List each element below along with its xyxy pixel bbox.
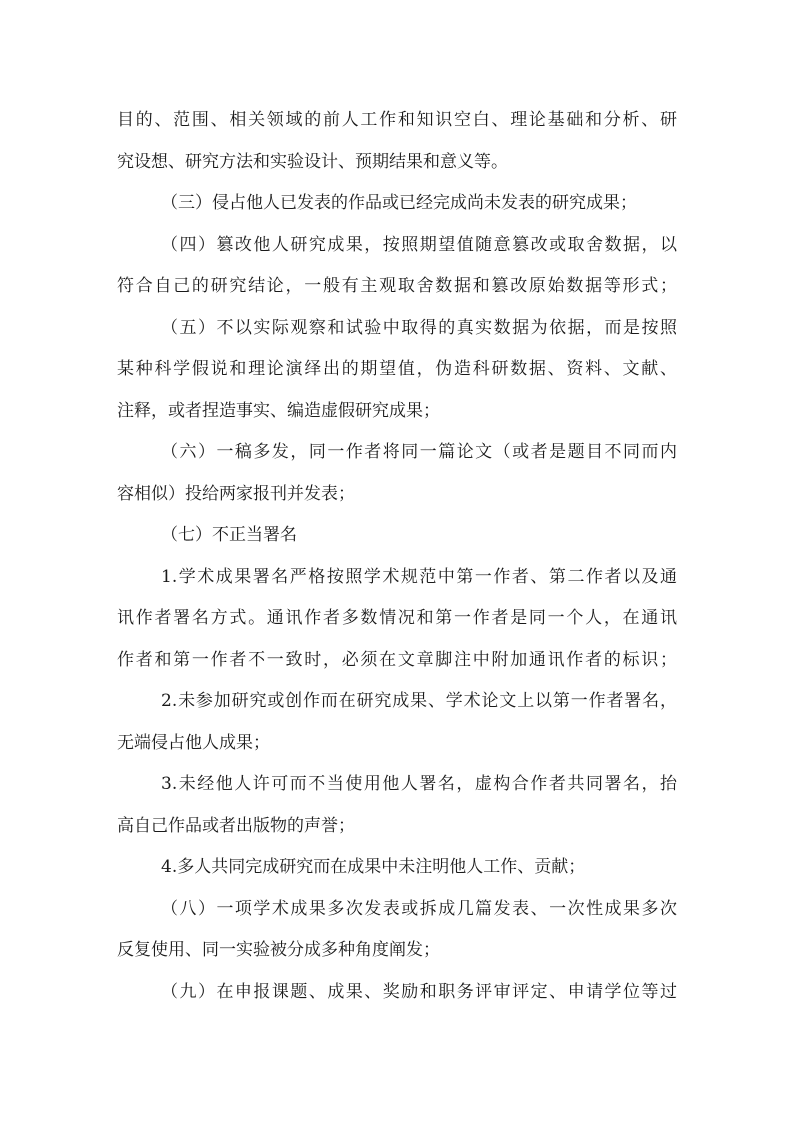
- text-line: 3.未经他人许可而不当使用他人署名，虚构合作者共同署名，抬: [161, 774, 677, 794]
- text-line: 高自己作品或者出版物的声誉；: [117, 816, 355, 836]
- text-line: 无端侵占他人成果；: [117, 733, 270, 753]
- section-heading: （七）不正当署名: [161, 525, 297, 545]
- text-line: 容相似）投给两家报刊并发表；: [117, 484, 355, 504]
- text-line: 作者和第一作者不一致时，必须在文章脚注中附加通讯作者的标识；: [117, 650, 677, 670]
- text-line: （四）篡改他人研究成果，按照期望值随意篡改或取舍数据，以: [161, 235, 677, 255]
- text-line: 1.学术成果署名严格按照学术规范中第一作者、第二作者以及通: [161, 567, 677, 587]
- text-line: （六）一稿多发，同一作者将同一篇论文（或者是题目不同而内: [161, 442, 677, 462]
- text-line: 2.未参加研究或创作而在研究成果、学术论文上以第一作者署名，: [161, 691, 677, 711]
- text-line: 反复使用、同一实验被分成多种角度阐发；: [117, 940, 440, 960]
- text-line: （五）不以实际观察和试验中取得的真实数据为依据，而是按照: [161, 318, 677, 338]
- text-line: （八）一项学术成果多次发表或拆成几篇发表、一次性成果多次: [161, 899, 677, 919]
- text-line: （三）侵占他人已发表的作品或已经完成尚未发表的研究成果；: [161, 193, 637, 213]
- text-line: 目的、范围、相关领域的前人工作和知识空白、理论基础和分析、研: [117, 110, 677, 130]
- text-line: 讯作者署名方式。通讯作者多数情况和第一作者是同一个人，在通讯: [117, 608, 677, 628]
- text-line: 符合自己的研究结论，一般有主观取舍数据和篡改原始数据等形式；: [117, 276, 677, 296]
- text-line: 4.多人共同完成研究而在成果中未注明他人工作、贡献；: [161, 857, 586, 877]
- text-line: 注释，或者捏造事实、编造虚假研究成果；: [117, 401, 440, 421]
- text-line: （九）在申报课题、成果、奖励和职务评审评定、申请学位等过: [161, 982, 677, 1002]
- text-line: 某种科学假说和理论演绎出的期望值，伪造科研数据、资料、文献、: [117, 359, 677, 379]
- text-line: 究设想、研究方法和实验设计、预期结果和意义等。: [117, 152, 508, 172]
